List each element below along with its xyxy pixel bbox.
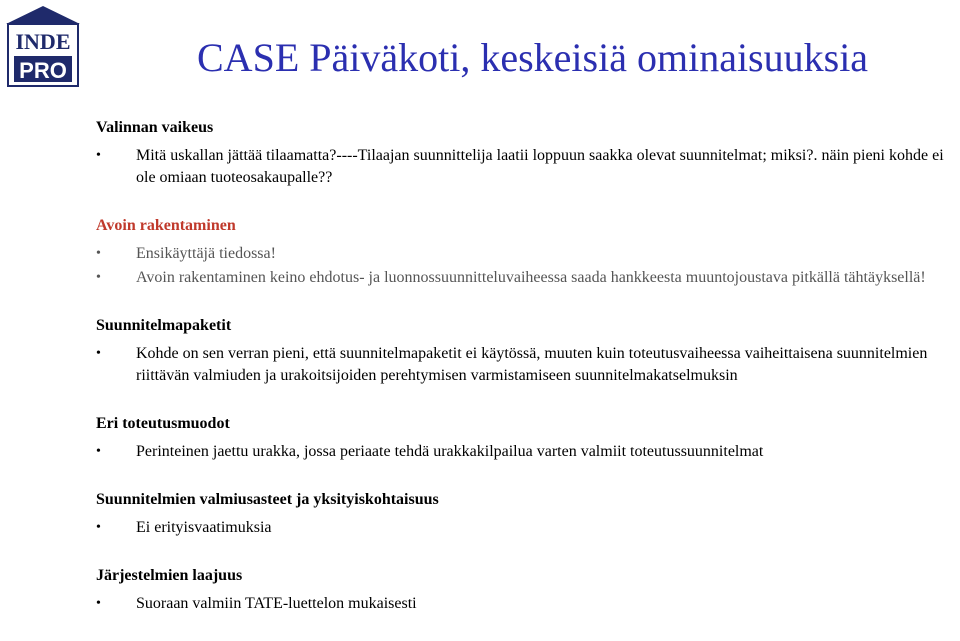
list-item <box>96 145 946 189</box>
section-eri-toteutusmuodot <box>96 413 946 463</box>
content <box>96 117 946 641</box>
bullet-icon: • <box>96 346 101 361</box>
list-item <box>96 517 946 539</box>
section-heading: Järjestelmien laajuus <box>96 567 243 584</box>
list-item <box>96 267 946 289</box>
bullet-icon: • <box>96 520 101 535</box>
list-item <box>96 593 946 615</box>
logo-text-inde: INDE <box>15 29 71 54</box>
page-title: CASE Päiväkoti, keskeisiä ominaisuuksia <box>197 35 869 80</box>
section-suunnitelmapaketit <box>96 315 946 387</box>
list-item <box>96 343 946 387</box>
bullet-icon: • <box>96 596 101 611</box>
bullet-icon: • <box>96 270 101 285</box>
section-valmiusasteet <box>96 489 946 539</box>
bullet-icon: • <box>96 444 101 459</box>
bullet-icon: • <box>96 246 101 261</box>
list-item-text: Suoraan valmiin TATE-luettelon mukaisesti <box>136 595 417 612</box>
logo-text-pro: PRO <box>19 58 67 83</box>
list-item <box>96 441 946 463</box>
section-heading: Eri toteutusmuodot <box>96 415 230 432</box>
section-heading: Suunnitelmien valmiusasteet ja yksityiskohtaisuus <box>96 491 439 508</box>
bullet-icon: • <box>96 148 101 163</box>
section-heading: Suunnitelmapaketit <box>96 317 232 334</box>
list-item-text: Perinteinen jaettu urakka, jossa periaate tehdä urakkakilpailua varten valmiit toteutussuunnitelmat <box>136 443 764 460</box>
section-avoin-rakentaminen <box>96 215 946 289</box>
indepro-logo <box>4 4 82 88</box>
section-heading: Valinnan vaikeus <box>96 119 214 136</box>
list-item-text: Ensikäyttäjä tiedossa! <box>136 245 276 262</box>
section-heading: Avoin rakentaminen <box>96 217 236 234</box>
section-jarjestelmien-laajuus <box>96 565 946 615</box>
list-item-text: Avoin rakentaminen keino ehdotus- ja luonnossuunnitteluvaiheessa saada hankkeesta muuntojoustava pitkällä tähtäyksellä! <box>136 269 926 286</box>
list-item-text: Mitä uskallan jättää tilaamatta?----Tilaajan suunnittelija laatii loppuun saakka olevat suunnitelmat; miksi?. näin pieni kohde ei ole omiaan tuoteosakaupalle?? <box>136 147 944 186</box>
section-valinnan-vaikeus <box>96 117 946 189</box>
list-item-text: Ei erityisvaatimuksia <box>136 519 272 536</box>
list-item <box>96 243 946 265</box>
list-item-text: Kohde on sen verran pieni, että suunnitelmapaketit ei käytössä, muuten kuin toteutusvaiheessa vaiheittaisena suunnitelmien riittävän valmiuden ja urakoitsijoiden perehtymisen varmistamiseen suunnitelmakatselmuksin <box>136 345 928 384</box>
